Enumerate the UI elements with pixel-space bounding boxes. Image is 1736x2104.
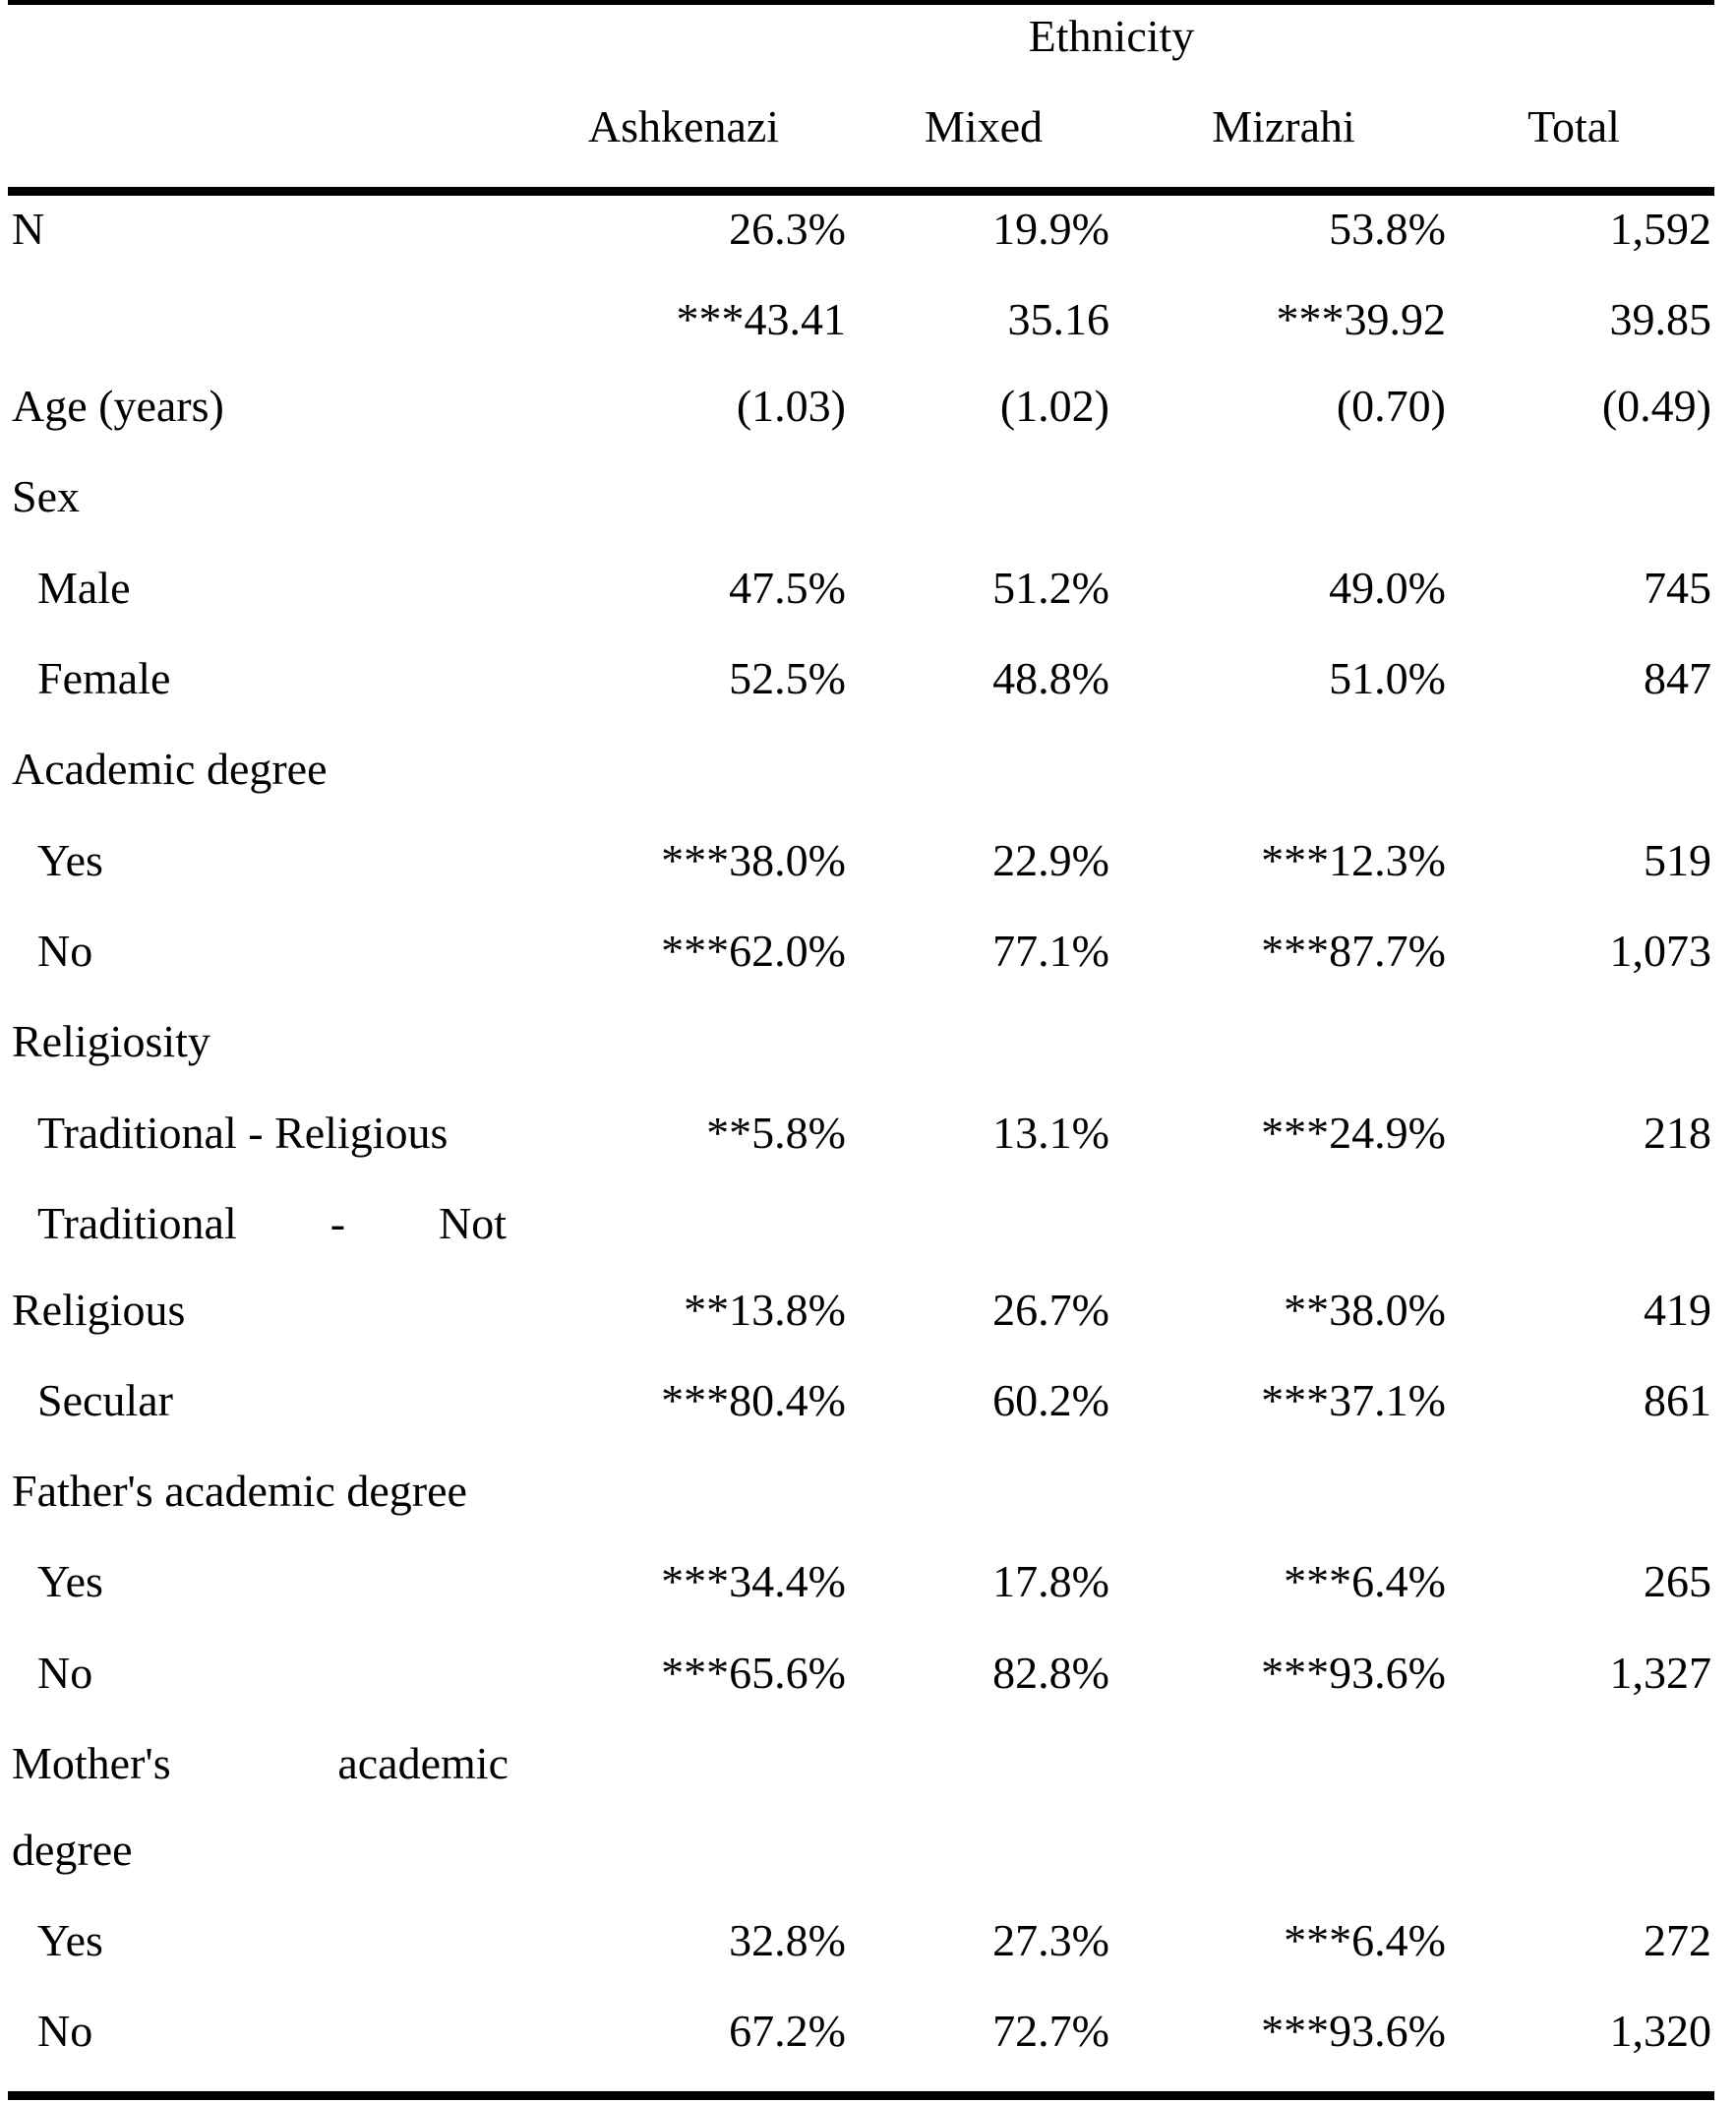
label-word: Not xyxy=(439,1198,507,1248)
label-word: Traditional xyxy=(37,1198,237,1248)
row-label-father-degree: Father's academic degree xyxy=(12,1466,467,1516)
cell: 27.3% xyxy=(992,1915,1109,1965)
row-label-age: Age (years) xyxy=(12,381,224,431)
cell: 35.16 xyxy=(1007,294,1109,344)
cell: 272 xyxy=(1644,1915,1711,1965)
row-label-father-no: No xyxy=(37,1648,93,1698)
label-word: academic xyxy=(337,1738,509,1788)
cell: 419 xyxy=(1644,1285,1711,1335)
cell: 47.5% xyxy=(729,563,846,613)
cell: 48.8% xyxy=(992,653,1109,703)
cell: 1,320 xyxy=(1609,2006,1711,2056)
row-label-male: Male xyxy=(37,563,131,613)
cell: ***38.0% xyxy=(661,835,846,885)
cell: 82.8% xyxy=(992,1648,1109,1698)
cell: ***6.4% xyxy=(1284,1556,1446,1606)
row-label-mother-degree-line2: degree xyxy=(12,1825,133,1875)
cell: 519 xyxy=(1644,835,1711,885)
cell: ***34.4% xyxy=(661,1556,846,1606)
row-label-traditional-not-religious-line2: Religious xyxy=(12,1285,186,1335)
cell: 861 xyxy=(1644,1375,1711,1425)
cell: 265 xyxy=(1644,1556,1711,1606)
cell: ***6.4% xyxy=(1284,1915,1446,1965)
row-label-academic-degree: Academic degree xyxy=(12,744,328,794)
cell: 51.0% xyxy=(1329,653,1446,703)
cell: ***93.6% xyxy=(1261,1648,1446,1698)
row-label-mother-degree-line1 xyxy=(12,1738,509,1788)
cell: 847 xyxy=(1644,653,1711,703)
cell: ***80.4% xyxy=(661,1375,846,1425)
cell: 19.9% xyxy=(992,204,1109,254)
cell: (0.49) xyxy=(1601,381,1711,431)
header-ashkenazi: Ashkenazi xyxy=(587,101,780,151)
cell: 67.2% xyxy=(729,2006,846,2056)
cell: ***65.6% xyxy=(661,1648,846,1698)
header-ethnicity: Ethnicity xyxy=(1028,11,1195,61)
cell: 1,327 xyxy=(1609,1648,1711,1698)
cell: 53.8% xyxy=(1329,204,1446,254)
cell: 26.7% xyxy=(992,1285,1109,1335)
cell: ***87.7% xyxy=(1261,926,1446,976)
cell: 22.9% xyxy=(992,835,1109,885)
cell: 1,073 xyxy=(1609,926,1711,976)
cell: 26.3% xyxy=(729,204,846,254)
row-label-female: Female xyxy=(37,653,171,703)
row-label-academic-no: No xyxy=(37,926,93,976)
bottom-rule xyxy=(8,2091,1714,2100)
cell: 52.5% xyxy=(729,653,846,703)
row-label-father-yes: Yes xyxy=(37,1556,103,1606)
row-label-sex: Sex xyxy=(12,471,80,521)
cell: ***43.41 xyxy=(676,294,846,344)
cell: ***24.9% xyxy=(1261,1108,1446,1158)
cell: ***12.3% xyxy=(1261,835,1446,885)
label-word: Mother's xyxy=(12,1738,171,1788)
cell: 72.7% xyxy=(992,2006,1109,2056)
cell: 60.2% xyxy=(992,1375,1109,1425)
cell: **13.8% xyxy=(684,1285,846,1335)
cell: 745 xyxy=(1644,563,1711,613)
header-mizrahi: Mizrahi xyxy=(1212,101,1355,151)
cell: (1.02) xyxy=(999,381,1109,431)
cell: 1,592 xyxy=(1609,204,1711,254)
header-total: Total xyxy=(1527,101,1620,151)
cell: ***37.1% xyxy=(1261,1375,1446,1425)
cell: 51.2% xyxy=(992,563,1109,613)
cell: 13.1% xyxy=(992,1108,1109,1158)
top-rule xyxy=(8,0,1714,5)
cell: 32.8% xyxy=(729,1915,846,1965)
header-mixed: Mixed xyxy=(924,101,1044,151)
cell: 77.1% xyxy=(992,926,1109,976)
cell: (1.03) xyxy=(736,381,846,431)
row-label-n: N xyxy=(12,204,45,254)
cell: 218 xyxy=(1644,1108,1711,1158)
row-label-traditional-not-religious-line1 xyxy=(37,1198,507,1248)
row-label-academic-yes: Yes xyxy=(37,835,103,885)
row-label-mother-no: No xyxy=(37,2006,93,2056)
cell: 49.0% xyxy=(1329,563,1446,613)
cell: 17.8% xyxy=(992,1556,1109,1606)
cell: ***39.92 xyxy=(1276,294,1446,344)
cell: (0.70) xyxy=(1336,381,1446,431)
cell: **38.0% xyxy=(1284,1285,1446,1335)
row-label-traditional-religious: Traditional - Religious xyxy=(37,1108,449,1158)
cell: ***62.0% xyxy=(661,926,846,976)
cell: 39.85 xyxy=(1609,294,1711,344)
row-label-mother-yes: Yes xyxy=(37,1915,103,1965)
row-label-secular: Secular xyxy=(37,1375,173,1425)
header-rule xyxy=(8,187,1714,196)
row-label-religiosity: Religiosity xyxy=(12,1016,210,1066)
label-word: - xyxy=(329,1198,346,1248)
cell: ***93.6% xyxy=(1261,2006,1446,2056)
cell: **5.8% xyxy=(706,1108,846,1158)
